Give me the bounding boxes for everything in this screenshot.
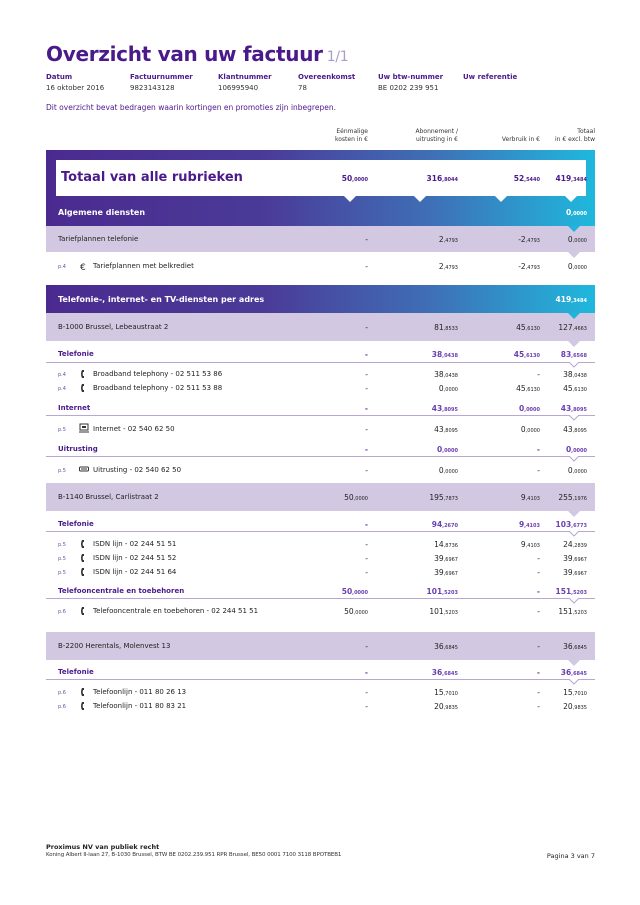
page-title: Overzicht van uw factuur 1/1 xyxy=(46,42,349,66)
col-header-onetime: Eénmalige kosten in € xyxy=(334,128,368,143)
page-ref: p.4 xyxy=(58,386,66,392)
item-label: Uitrusting - 02 540 62 50 xyxy=(93,466,182,474)
total-overall: 419,3484 xyxy=(555,174,587,183)
value: 38,0438 xyxy=(563,370,587,379)
page-ref: p.5 xyxy=(58,570,66,576)
value: - xyxy=(365,688,368,697)
pointer xyxy=(569,598,579,604)
meta-invoice-number: Factuurnummer 9823143128 xyxy=(130,73,193,92)
value: 36,6845 xyxy=(431,668,458,677)
value: 38,0438 xyxy=(434,370,458,379)
meta-vat-number: Uw btw-nummer BE 0202 239 951 xyxy=(378,73,444,92)
svg-text:€: € xyxy=(80,263,86,271)
pointer xyxy=(565,196,577,202)
value: - xyxy=(364,520,368,529)
group-label: Uitrusting xyxy=(58,445,98,453)
group-label: Telefooncentrale en toebehoren xyxy=(58,587,185,595)
value: 36,6845 xyxy=(434,642,458,651)
value: 127,4663 xyxy=(558,323,587,332)
value: - xyxy=(365,466,368,475)
section-general-label: Algemene diensten xyxy=(58,208,146,217)
internet-icon xyxy=(79,423,89,433)
group-label: Telefonie xyxy=(58,668,94,676)
discount-note: Dit overzicht bevat bedragen waarin kortingen en promoties zijn inbegrepen. xyxy=(46,103,336,112)
page-ref: p.5 xyxy=(58,556,66,562)
page-ref: p.6 xyxy=(58,609,66,615)
value: 151,5203 xyxy=(555,587,587,596)
page-ref: p.5 xyxy=(58,427,66,433)
value: - xyxy=(365,370,368,379)
value: 9,4103 xyxy=(520,540,540,549)
pointer xyxy=(414,196,426,202)
value: 0,0000 xyxy=(438,384,458,393)
item-label: ISDN lijn - 02 244 51 51 xyxy=(93,540,177,548)
meta-agreement: Overeenkomst 78 xyxy=(298,73,356,92)
value: - xyxy=(365,262,368,271)
item-label: Internet - 02 540 62 50 xyxy=(93,425,175,433)
col-header-usage: Verbruik in € xyxy=(501,136,540,143)
group-label: Internet xyxy=(58,404,91,412)
value: 36,6845 xyxy=(563,642,587,651)
value: - xyxy=(537,688,540,697)
value: - xyxy=(365,540,368,549)
address-label: B-1140 Brussel, Carlistraat 2 xyxy=(58,493,159,501)
total-label: Totaal van alle rubrieken xyxy=(61,170,243,185)
pointer xyxy=(569,415,579,421)
pointer xyxy=(568,252,580,258)
value: - xyxy=(537,607,540,616)
value: 0,0000 xyxy=(567,466,587,475)
value: - xyxy=(536,587,540,596)
value: 0,0000 xyxy=(438,466,458,475)
col-header-subscription: Abonnement / uitrusting in € xyxy=(415,128,458,143)
value: 9,4103 xyxy=(520,493,540,502)
phone-icon xyxy=(79,567,89,577)
value: 2,4793 xyxy=(438,235,458,244)
value: - xyxy=(365,235,368,244)
value: 255,1976 xyxy=(558,493,587,502)
phone-icon xyxy=(79,553,89,563)
value: - xyxy=(537,568,540,577)
value: - xyxy=(537,554,540,563)
value: 36,6845 xyxy=(560,668,587,677)
equipment-icon xyxy=(79,464,89,474)
divider xyxy=(46,598,595,599)
item-label: Tariefplannen met belkrediet xyxy=(93,262,194,270)
pointer xyxy=(569,456,579,462)
value: 14,8736 xyxy=(434,540,458,549)
item-label: Broadband telephony - 02 511 53 86 xyxy=(93,370,223,378)
value: - xyxy=(365,384,368,393)
invoice-meta xyxy=(46,73,595,97)
pointer xyxy=(569,362,579,368)
value: 9,4103 xyxy=(518,520,540,529)
value: 15,7010 xyxy=(434,688,458,697)
page-ref: p.4 xyxy=(58,264,66,270)
item-label: Telefooncentrale en toebehoren - 02 244 51 51 xyxy=(93,607,259,615)
phone-icon xyxy=(79,369,89,379)
value: 39,6967 xyxy=(563,568,587,577)
value: - xyxy=(364,668,368,677)
value: 0,0000 xyxy=(436,445,458,454)
address-label: B-2200 Herentals, Molenvest 13 xyxy=(58,642,171,650)
value: 81,8533 xyxy=(434,323,458,332)
pointer xyxy=(568,660,580,666)
value: 50,0000 xyxy=(344,493,368,502)
value: 94,2670 xyxy=(431,520,458,529)
value: - xyxy=(364,445,368,454)
divider xyxy=(46,362,595,363)
page-ref: p.6 xyxy=(58,704,66,710)
pointer xyxy=(569,679,579,685)
value: 0,0000 xyxy=(520,425,540,434)
footer-company: Proximus NV van publiek recht xyxy=(46,843,160,851)
item-label: Telefoonlijn - 011 80 83 21 xyxy=(93,702,187,710)
section-general-total: 0,0000 xyxy=(565,208,587,217)
value: 43,8095 xyxy=(431,404,458,413)
item-label: ISDN lijn - 02 244 51 52 xyxy=(93,554,177,562)
value: -2,4793 xyxy=(518,235,540,244)
address-label: B-1000 Brussel, Lebeaustraat 2 xyxy=(58,323,169,331)
meta-customer-number: Klantnummer 106995940 xyxy=(218,73,272,92)
value: 20,9835 xyxy=(434,702,458,711)
page-indicator: 1/1 xyxy=(326,49,349,65)
page-number: Pagina 3 van 7 xyxy=(546,852,595,860)
group-label: Tariefplannen telefonie xyxy=(58,235,139,243)
total-onetime: 50,0000 xyxy=(341,174,368,183)
value: 39,6967 xyxy=(434,554,458,563)
meta-date: Datum 16 oktober 2016 xyxy=(46,73,105,92)
value: 43,8095 xyxy=(560,404,587,413)
phone-icon xyxy=(79,606,89,616)
col-header-total: Totaal in € excl. btw xyxy=(555,128,595,143)
value: - xyxy=(536,668,540,677)
meta-reference: Uw referentie xyxy=(463,73,518,81)
value: - xyxy=(537,702,540,711)
value: 2,4793 xyxy=(438,262,458,271)
pointer xyxy=(568,511,580,517)
value: 101,5203 xyxy=(426,587,458,596)
value: 103,6773 xyxy=(555,520,587,529)
pointer xyxy=(568,341,580,347)
value: - xyxy=(364,404,368,413)
value: 20,9835 xyxy=(563,702,587,711)
value: 101,5203 xyxy=(429,607,458,616)
value: 24,2839 xyxy=(563,540,587,549)
value: 0,0000 xyxy=(518,404,540,413)
euro-icon xyxy=(79,261,89,271)
phone-icon xyxy=(79,383,89,393)
page-ref: p.5 xyxy=(58,468,66,474)
section-per-address-label: Telefonie-, internet- en TV-diensten per adres xyxy=(58,295,265,304)
value: 50,0000 xyxy=(344,607,368,616)
total-subscription: 316,8044 xyxy=(426,174,458,183)
page-ref: p.4 xyxy=(58,372,66,378)
value: 83,6568 xyxy=(560,350,587,359)
pointer xyxy=(568,313,580,319)
pointer xyxy=(495,196,507,202)
item-label: Broadband telephony - 02 511 53 88 xyxy=(93,384,223,392)
value: - xyxy=(536,445,540,454)
divider xyxy=(46,679,595,680)
value: 151,5203 xyxy=(558,607,587,616)
page-ref: p.5 xyxy=(58,542,66,548)
value: 15,7010 xyxy=(563,688,587,697)
total-usage: 52,5440 xyxy=(513,174,540,183)
value: 38,0438 xyxy=(431,350,458,359)
section-per-address-total: 419,3484 xyxy=(555,295,587,304)
pointer xyxy=(344,196,356,202)
value: - xyxy=(537,370,540,379)
value: - xyxy=(365,554,368,563)
value: 45,6130 xyxy=(516,323,540,332)
page-ref: p.6 xyxy=(58,690,66,696)
value: - xyxy=(365,642,368,651)
value: - xyxy=(365,425,368,434)
value: - xyxy=(365,568,368,577)
value: - xyxy=(537,466,540,475)
value: -2,4793 xyxy=(518,262,540,271)
footer-address: Koning Albert II-laan 27, B-1030 Brussel, BTW BE 0202.239.951 RPR Brussel, BE50 0001 7100 3118 BPOTBEB1 xyxy=(46,852,342,858)
value: 45,6130 xyxy=(513,350,540,359)
divider xyxy=(46,415,595,416)
value: 0,0000 xyxy=(565,445,587,454)
divider xyxy=(46,456,595,457)
item-label: Telefoonlijn - 011 80 26 13 xyxy=(93,688,187,696)
value: - xyxy=(537,642,540,651)
phone-icon xyxy=(79,539,89,549)
value: 43,8095 xyxy=(563,425,587,434)
phone-icon xyxy=(79,687,89,697)
value: 39,6967 xyxy=(434,568,458,577)
item-label: ISDN lijn - 02 244 51 64 xyxy=(93,568,177,576)
value: 43,8095 xyxy=(434,425,458,434)
pointer xyxy=(569,531,579,537)
value: 50,0000 xyxy=(341,587,368,596)
divider xyxy=(46,531,595,532)
group-label: Telefonie xyxy=(58,520,94,528)
value: 45,6130 xyxy=(563,384,587,393)
value: - xyxy=(364,350,368,359)
value: 195,7873 xyxy=(429,493,458,502)
value: 0,0000 xyxy=(567,262,587,271)
value: 0,0000 xyxy=(567,235,587,244)
phone-icon xyxy=(79,701,89,711)
value: 45,6130 xyxy=(516,384,540,393)
value: - xyxy=(365,702,368,711)
value: - xyxy=(365,323,368,332)
group-label: Telefonie xyxy=(58,350,94,358)
pointer xyxy=(568,226,580,232)
value: 39,6967 xyxy=(563,554,587,563)
